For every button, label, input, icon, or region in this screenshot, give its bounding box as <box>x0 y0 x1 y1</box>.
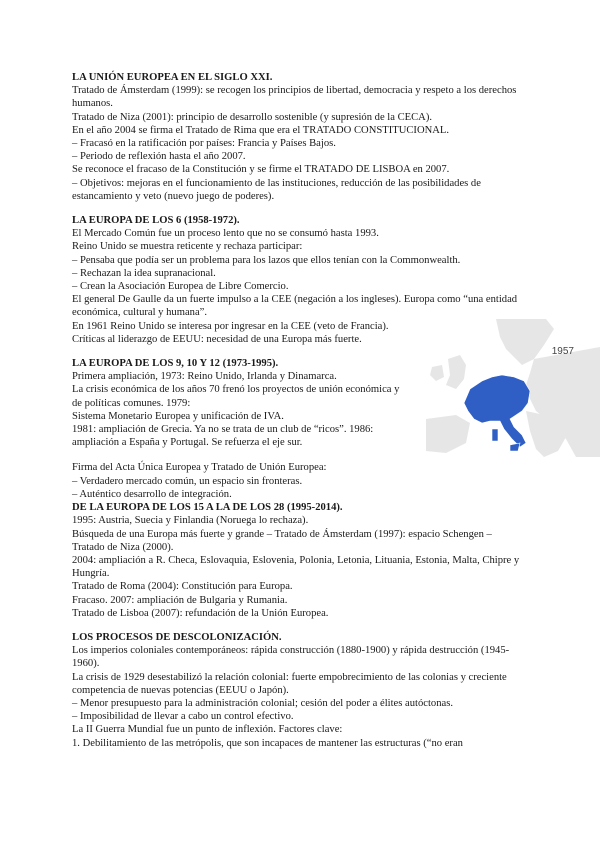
paragraph-line: El Mercado Común fue un proceso lento que no se consumó hasta 1993. <box>72 228 379 240</box>
map-year-label: 1957 <box>551 346 574 357</box>
paragraph-line: Críticas al liderazgo de EEUU: necesidad de una Europa más fuerte. <box>72 333 362 345</box>
paragraph-line: – Auténtico desarrollo de integración. <box>72 488 232 500</box>
paragraph-line: – Periodo de reflexión hasta el año 2007. <box>72 151 246 163</box>
sardinia-shape <box>492 429 498 441</box>
paragraph-line: – Verdadero mercado común, un espacio sin fronteras. <box>72 475 303 487</box>
paragraph-line: – Fracasó en la ratificación por países: Francia y Países Bajos. <box>72 138 336 150</box>
paragraph-line: 1. Debilitamiento de las metrópolis, que son incapaces de mantener las estructuras (“no eran <box>72 737 463 749</box>
paragraph-line: Reino Unido se muestra reticente y rechaza participar: <box>72 241 303 253</box>
paragraph-line: 1995: Austria, Suecia y Finlandia (Noruega lo rechaza). <box>72 515 309 527</box>
paragraph-line: El general De Gaulle da un fuerte impulso a la CEE (negación a los ingleses). Europa como “una entidad económica, cultural y humana”. <box>72 294 518 319</box>
paragraph-line: Firma del Acta Única Europea y Tratado de Unión Europea: <box>72 462 327 474</box>
paragraph-line: Tratado de Lisboa (2007): refundación de la Unión Europea. <box>72 607 329 619</box>
paragraph-line: La II Guerra Mundial fue un punto de inflexión. Factores clave: <box>72 724 343 736</box>
section-heading-europe-of-9-10-12: LA EUROPA DE LOS 9, 10 Y 12 (1973-1995). <box>72 358 279 370</box>
section-heading-decolonization: LOS PROCESOS DE DESCOLONIZACIÓN. <box>72 631 282 643</box>
paragraph-line: En 1961 Reino Unido se interesa por ingresar en la CEE (veto de Francia). <box>72 320 389 332</box>
paragraph-line: La crisis económica de los años 70 frenó los proyectos de unión económica y de políticas comunes. 1979: <box>72 384 400 409</box>
paragraph-line: 2004: ampliación a R. Checa, Eslovaquia, Eslovenia, Polonia, Letonia, Lituania, Estonia, Malta, Chipre y Hungría. <box>72 554 520 580</box>
paragraph-line: Sistema Monetario Europea y unificación de IVA. <box>72 410 284 422</box>
paragraph-line: Tratado de Niza (2001): principio de desarrollo sostenible (y supresión de la CECA). <box>72 111 433 123</box>
paragraph-line: Primera ampliación, 1973: Reino Unido, Irlanda y Dinamarca. <box>72 371 337 383</box>
paragraph-line: Se reconoce el fracaso de la Constitución y se firme el TRATADO DE LISBOA en 2007. <box>72 164 450 176</box>
europe-1957-map <box>426 319 600 457</box>
section-heading-eu-21st-century: LA UNIÓN EUROPEA EN EL SIGLO XXI. <box>72 72 273 83</box>
paragraph-line: – Objetivos: mejoras en el funcionamiento de las instituciones, reducción de las posibilidades de estancamiento y veto (nuevo juego de poderes). <box>72 177 481 202</box>
paragraph-line: – Pensaba que podía ser un problema para los lazos que ellos tenían con la Commonwealth. <box>72 254 461 266</box>
paragraph-line: – Rechazan la idea supranacional. <box>72 267 216 279</box>
paragraph-line: Tratado de Roma (2004): Constitución para Europa. <box>72 581 293 593</box>
section-heading-europe-15-to-28: DE LA EUROPA DE LOS 15 A LA DE LOS 28 (1995-2014). <box>72 502 343 514</box>
paragraph-line: Búsqueda de una Europa más fuerte y grande – Tratado de Ámsterdam (1997): espacio Schengen – Tratado de Niza (2000). <box>72 528 492 553</box>
paragraph-line: – Imposibilidad de llevar a cabo un control efectivo. <box>72 711 294 723</box>
paragraph-line: Tratado de Ámsterdam (1999): se recogen los principios de libertad, democracia y respeto a los derechos humanos. <box>72 85 517 110</box>
paragraph-line: En el año 2004 se firma el Tratado de Rima que era el TRATADO CONSTITUCIONAL. <box>72 124 450 136</box>
paragraph-line: – Crean la Asociación Europea de Libre Comercio. <box>72 281 289 293</box>
paragraph-line: La crisis de 1929 desestabilizó la relación colonial: fuerte empobrecimiento de las colonias y creciente competencia de nuevas potencias (EEUU o Japón). <box>72 671 507 696</box>
europe-map-graphic <box>426 319 600 457</box>
paragraph-line: – Menor presupuesto para la administración colonial; cesión del poder a élites autóctonas. <box>72 697 453 709</box>
paragraph-line: Los imperios coloniales contemporáneos: rápida construcción (1880-1900) y rápida destrucción (1945-1960). <box>72 645 510 670</box>
paragraph-line: 1981: ampliación de Grecia. Ya no se trata de un club de “ricos”. 1986: ampliación a España y Portugal. Se refuerza el eje sur. <box>72 424 374 449</box>
section-heading-europe-of-6: LA EUROPA DE LOS 6 (1958-1972). <box>72 215 240 227</box>
paragraph-line: Fracaso. 2007: ampliación de Bulgaria y Rumania. <box>72 594 288 606</box>
